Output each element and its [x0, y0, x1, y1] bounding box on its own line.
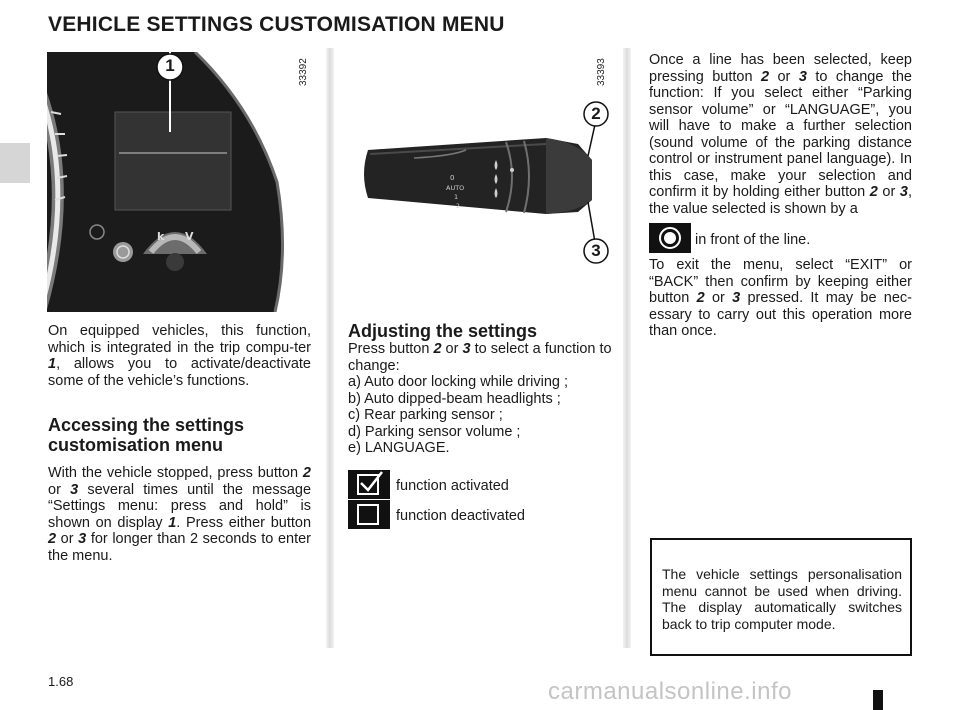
selected-marker-text: in front of the line.: [695, 232, 811, 248]
button-reference: 1: [48, 356, 57, 372]
svg-text:k: k: [157, 230, 165, 243]
button-reference: 2: [433, 341, 442, 357]
list-item: e) LANGUAGE.: [348, 440, 450, 456]
callout-3: 3: [591, 241, 601, 260]
figure-ref-left: 33392: [298, 58, 309, 86]
selection-paragraph: Once a line has been selected, keep pressing button 2 or 3 to change the function: If you select either “Parking sensor volume” or “LANGUAGE”, you will have to make a further selection (sound volume of the parking distance control or instrument panel language). In this case, make your selection and confirm it by holding either button 2 or 3, the value selected is shown by a: [649, 52, 912, 217]
instrument-panel-illustration: [47, 52, 313, 312]
svg-text:V: V: [185, 230, 194, 243]
section-heading-accessing: Accessing the settings customisation menu: [48, 415, 245, 455]
note-box: [650, 538, 912, 656]
column-divider-right: [623, 48, 631, 648]
chapter-tab: [0, 143, 30, 183]
button-reference: 2: [760, 68, 770, 85]
empty-box-icon: [348, 500, 390, 529]
exit-paragraph: To exit the menu, select “EXIT” or “BACK” then confirm by keeping either button 2 or 3 pressed. It may be nec-essary to carry out this operation more than once.: [649, 257, 912, 339]
legend-deactivated-label: function deactivated: [396, 508, 525, 524]
button-reference: 3: [70, 481, 79, 498]
figure-ref-right: 33393: [596, 58, 607, 86]
stalk-label-2: 2: [456, 203, 460, 210]
list-item: d) Parking sensor volume ;: [348, 423, 521, 440]
stalk-label-auto: AUTO: [446, 184, 465, 192]
button-reference: 3: [899, 184, 908, 200]
column-right: [649, 52, 912, 217]
button-reference: 3: [462, 341, 471, 357]
stalk-label-1: 1: [454, 193, 459, 201]
function-list: [348, 374, 616, 457]
note-text: The vehicle settings personalisation menu cannot be used when driving. The display automatically switches back to trip computer mode.: [662, 566, 902, 632]
page-corner-mark: [873, 690, 883, 710]
accessing-paragraph: With the vehicle stopped, press button 2 or 3 several times until the message “Settings menu: press and hold” is shown on display 1. Press either button 2 or 3 for longer than 2 seconds to enter the menu.: [48, 465, 312, 564]
page-title: VEHICLE SETTINGS CUSTOMISATION MENU: [48, 13, 505, 36]
selected-marker-icon: [649, 223, 691, 253]
callout-2: 2: [591, 104, 601, 123]
button-reference: 3: [798, 68, 807, 85]
stalk-illustration: [346, 52, 612, 312]
section-heading-adjusting: Adjusting the settings: [348, 321, 537, 341]
stalk-figure: [346, 52, 612, 312]
intro-paragraph: On equipped vehicles, this function, which is integrated in the trip compu-ter 1, allows you to activate/deactivate some of the vehicle’s functions.: [48, 323, 311, 389]
legend-activated-label: function activated: [396, 478, 509, 494]
checked-box-icon: [348, 470, 390, 499]
stalk-label-0: 0: [450, 174, 455, 182]
button-reference: 2: [696, 290, 705, 306]
page-number: 1.68: [48, 674, 74, 689]
button-reference: 2: [869, 184, 878, 200]
list-item: c) Rear parking sensor ;: [348, 407, 503, 423]
list-item: b) Auto dipped-beam headlights ;: [348, 390, 561, 407]
button-reference: 1: [168, 514, 177, 531]
watermark: carmanualsonline.info: [548, 678, 792, 705]
column-divider-left: [326, 48, 334, 648]
exit-paragraph-block: [649, 257, 912, 340]
column-left: [48, 323, 311, 564]
callout-1: 1: [165, 56, 175, 75]
list-item: a) Auto door locking while driving ;: [348, 374, 569, 390]
button-reference: 2: [302, 465, 311, 481]
button-reference: 3: [78, 531, 87, 547]
button-reference: 3: [732, 290, 741, 306]
column-middle: [348, 321, 616, 457]
button-reference: 2: [48, 531, 57, 547]
instrument-panel-figure: [47, 52, 313, 312]
adjusting-intro: Press button 2 or 3 to select a function to change:: [348, 341, 612, 374]
